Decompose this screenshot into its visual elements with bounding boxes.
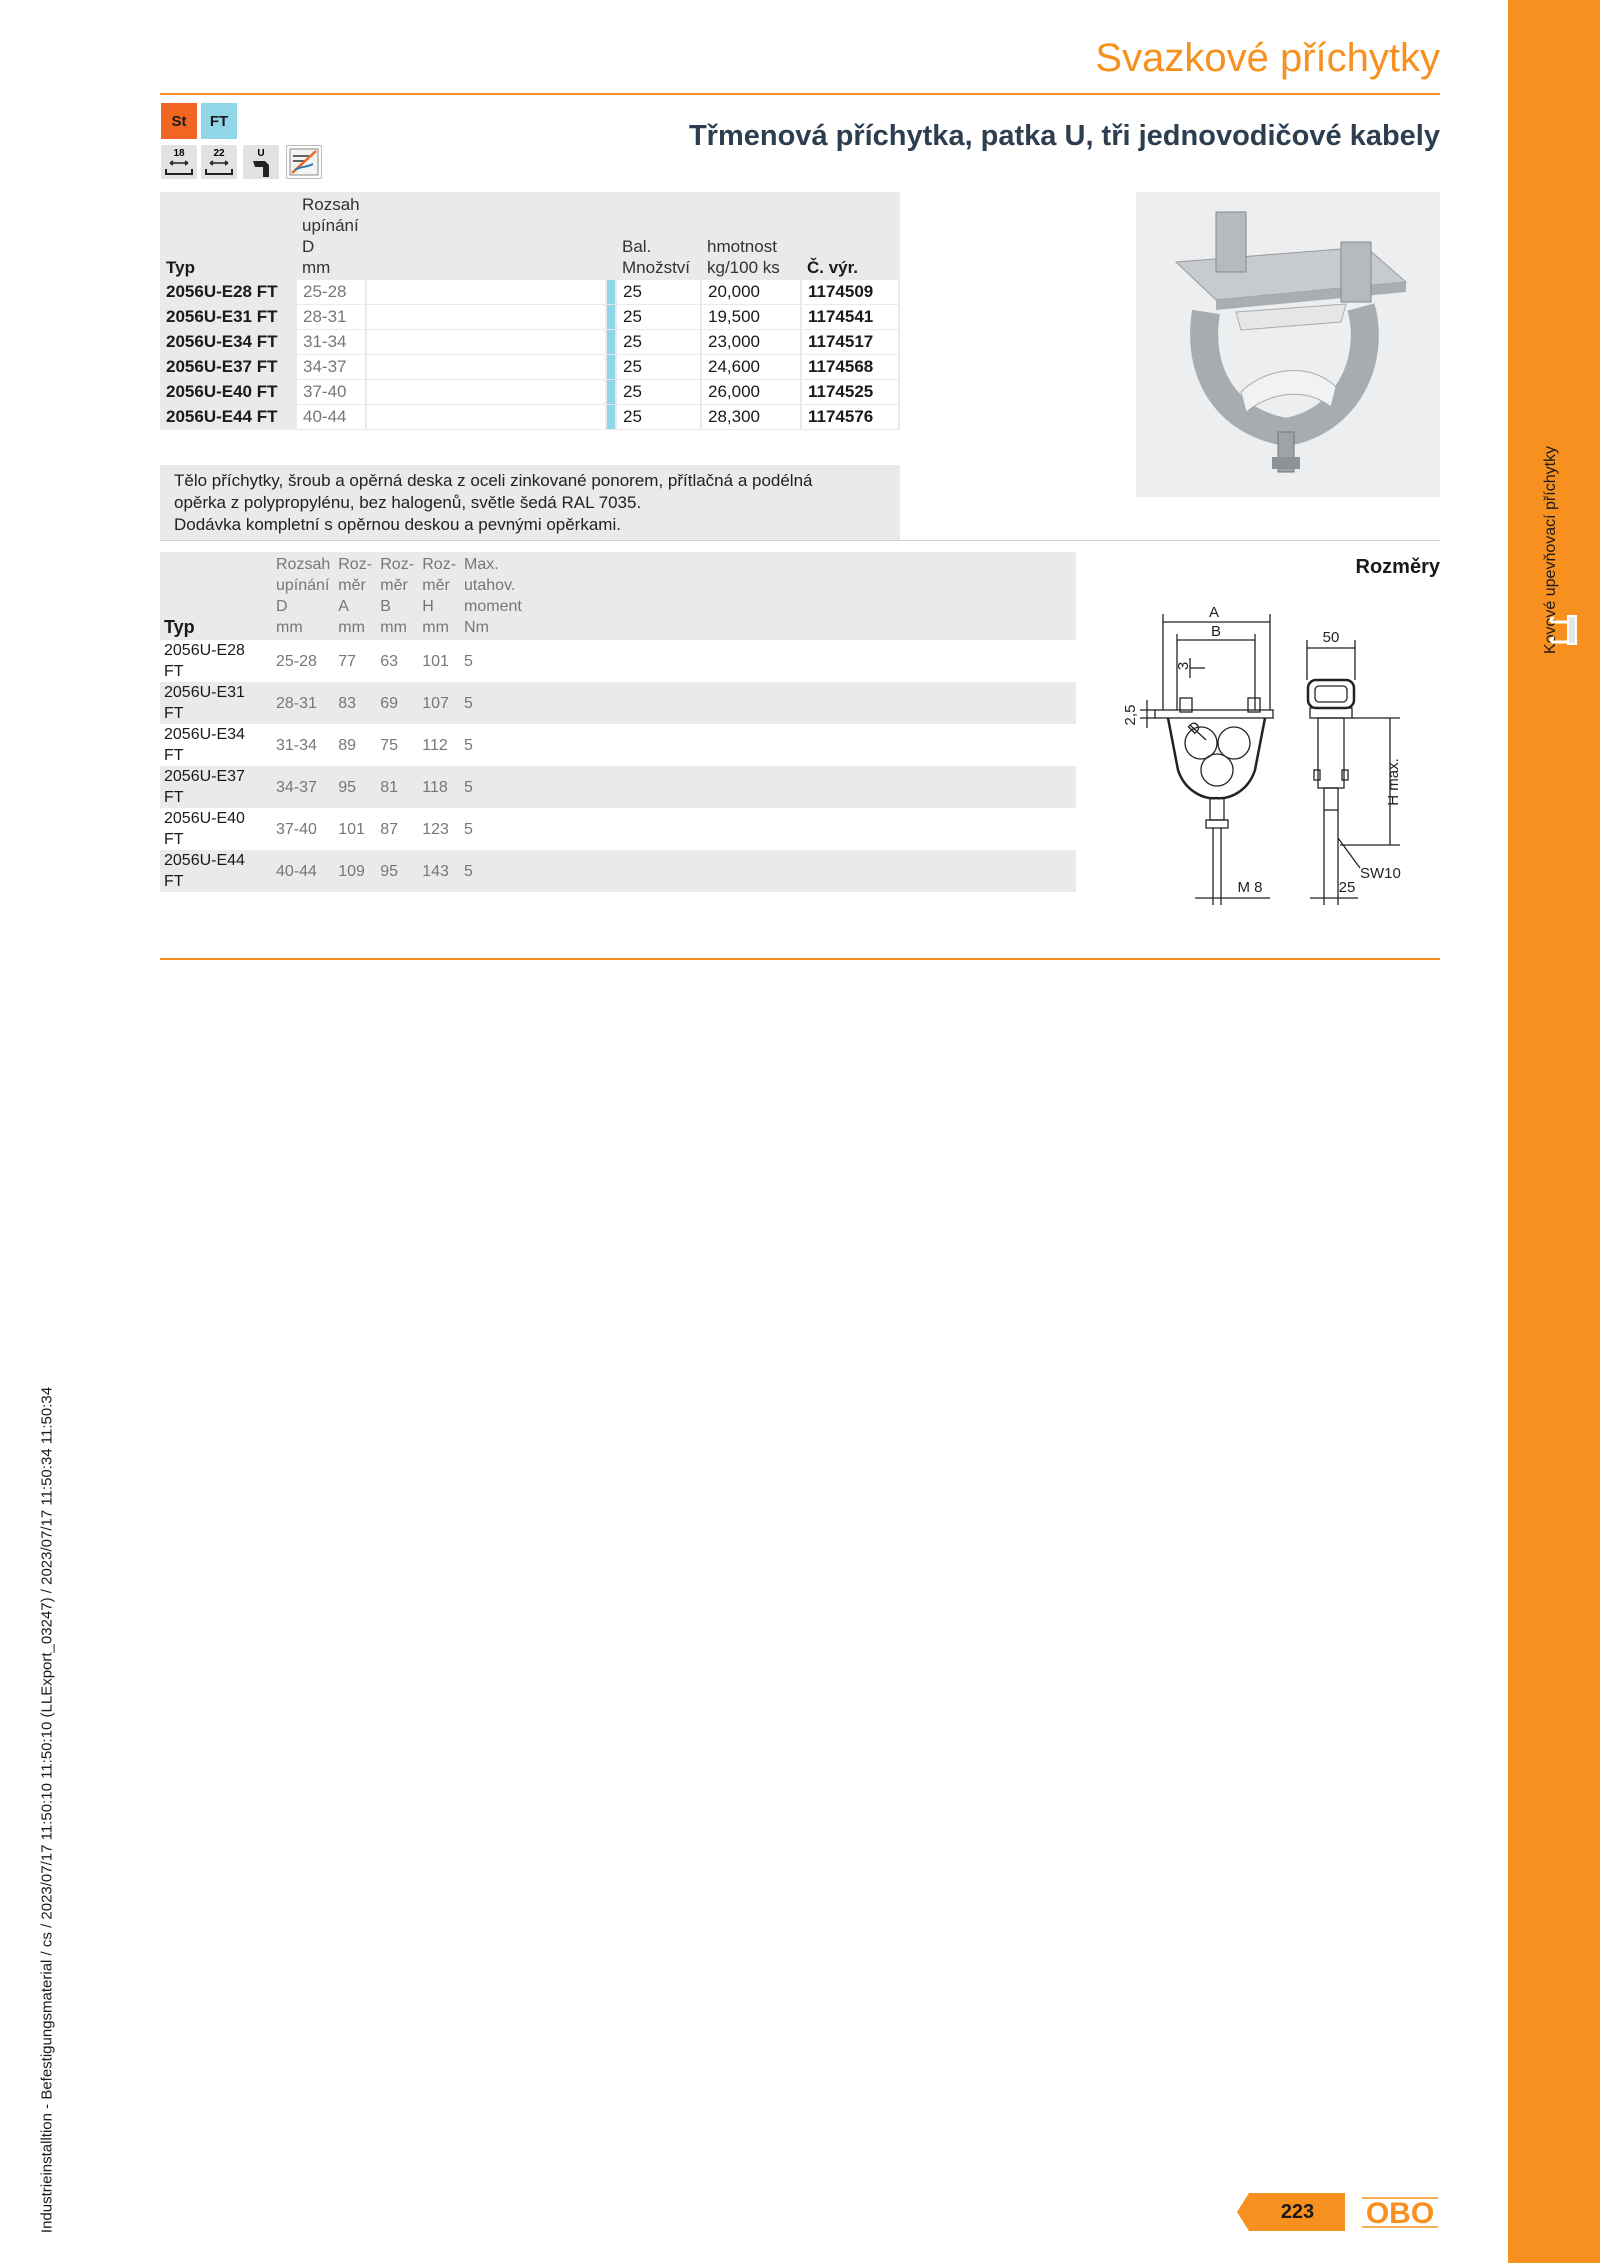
svg-text:M 8: M 8 — [1237, 879, 1263, 896]
table-row: 2056U-E44 FT 40-44 25 28,300 1174576 — [160, 405, 899, 430]
column-header-article: Č. výr. — [807, 258, 859, 277]
column-header-weight: hmotnost kg/100 ks — [707, 237, 780, 277]
header-divider — [160, 93, 1440, 95]
table-row: 2056U-E34 FT 31-34 89 75 112 5 — [160, 724, 1076, 766]
sidebar-category-label: Kovové upevňovací příchytky — [1542, 445, 1559, 655]
svg-text:22: 22 — [213, 148, 225, 159]
dimensions-heading: Rozměry — [1355, 556, 1440, 578]
svg-text:A: A — [1208, 604, 1220, 621]
column-header-h: Roz- měr H mm — [422, 556, 457, 636]
table-row: 2056U-E37 FT 34-37 95 81 118 5 — [164, 768, 473, 806]
order-table — [160, 192, 900, 430]
svg-text:2,5: 2,5 — [1122, 704, 1139, 726]
material-badge-finish: FT — [201, 103, 237, 139]
u-bracket-icon — [243, 145, 279, 179]
mounting-rail-18-icon — [161, 145, 197, 179]
table-row: 2056U-E40 FT 37-40 25 26,000 1174525 — [160, 380, 899, 405]
column-header-qty: Bal. Množství — [622, 237, 691, 277]
table-row: 2056U-E34 FT 31-34 25 23,000 1174517 — [160, 330, 899, 355]
content-divider — [160, 958, 1440, 960]
obo-logo — [1360, 2193, 1440, 2231]
sidebar-band — [1508, 0, 1600, 2263]
table-row: 2056U-E37 FT 34-37 25 24,600 1174568 — [160, 355, 899, 380]
table-row: 2056U-E31 FT 28-31 83 69 107 5 — [164, 684, 473, 722]
column-header-torque: Max. utahov. moment Nm — [464, 556, 522, 636]
svg-text:U: U — [257, 148, 265, 159]
column-header-range: Rozsah upínání D mm — [302, 195, 360, 277]
halogen-free-icon — [286, 145, 322, 179]
product-description: Tělo příchytky, šroub a opěrná deska z oceli zinkované ponorem, přítlačná a podélná opěrka z polypropylénu, bez halogenů, světle šedá RAL 7035. Dodávka kompletní s opěrnou deskou a pevnými opěrkami. — [160, 465, 900, 540]
section-title: Svazkové příchytky — [1095, 36, 1440, 80]
mounting-rail-22-icon — [201, 145, 237, 179]
svg-text:OBO: OBO — [1365, 2197, 1435, 2230]
table-row: 2056U-E31 FT 28-31 25 19,500 1174541 — [160, 305, 899, 330]
column-header-b: Roz- měr B mm — [380, 556, 415, 636]
column-spacer — [606, 192, 616, 280]
cable-clamp-icon — [1546, 610, 1586, 650]
svg-text:50: 50 — [1322, 629, 1340, 646]
svg-text:D: D — [1184, 718, 1205, 738]
product-photo — [1136, 192, 1440, 497]
svg-text:18: 18 — [173, 148, 185, 159]
column-header-range: Rozsah upínání D mm — [276, 556, 331, 636]
svg-text:SW10: SW10 — [1360, 865, 1401, 882]
page-number: 223 — [1280, 2200, 1315, 2223]
product-title: Třmenová příchytka, patka U, tři jednovodičové kabely — [688, 120, 1440, 152]
dimension-drawing — [1110, 600, 1440, 910]
column-header-typ: Typ — [166, 258, 195, 277]
material-badge-steel: St — [161, 103, 197, 139]
section-divider — [160, 540, 1440, 541]
svg-text:3: 3 — [1175, 661, 1192, 671]
svg-text:H max.: H max. — [1385, 758, 1402, 806]
column-header-typ: Typ — [164, 617, 195, 637]
table-row: 2056U-E40 FT 37-40 101 87 123 5 — [160, 808, 1076, 850]
svg-text:B: B — [1210, 623, 1222, 640]
table-row: 2056U-E44 FT 40-44 109 95 143 5 — [164, 852, 473, 890]
dimension-table — [160, 552, 1076, 892]
table-row: 2056U-E28 FT 25-28 77 63 101 5 — [160, 640, 1076, 682]
table-row: 2056U-E28 FT 25-28 25 20,000 1174509 — [160, 280, 899, 305]
export-metadata-text: Industrieinstalltion - Befestigungsmaterial / cs / 2023/07/17 11:50:10 11:50:10 (LLExport_03247) / 2023/07/17 11:50:34 11:50:34 — [38, 1386, 56, 2234]
column-header-a: Roz- měr A mm — [338, 556, 373, 636]
svg-text:25: 25 — [1338, 879, 1356, 896]
